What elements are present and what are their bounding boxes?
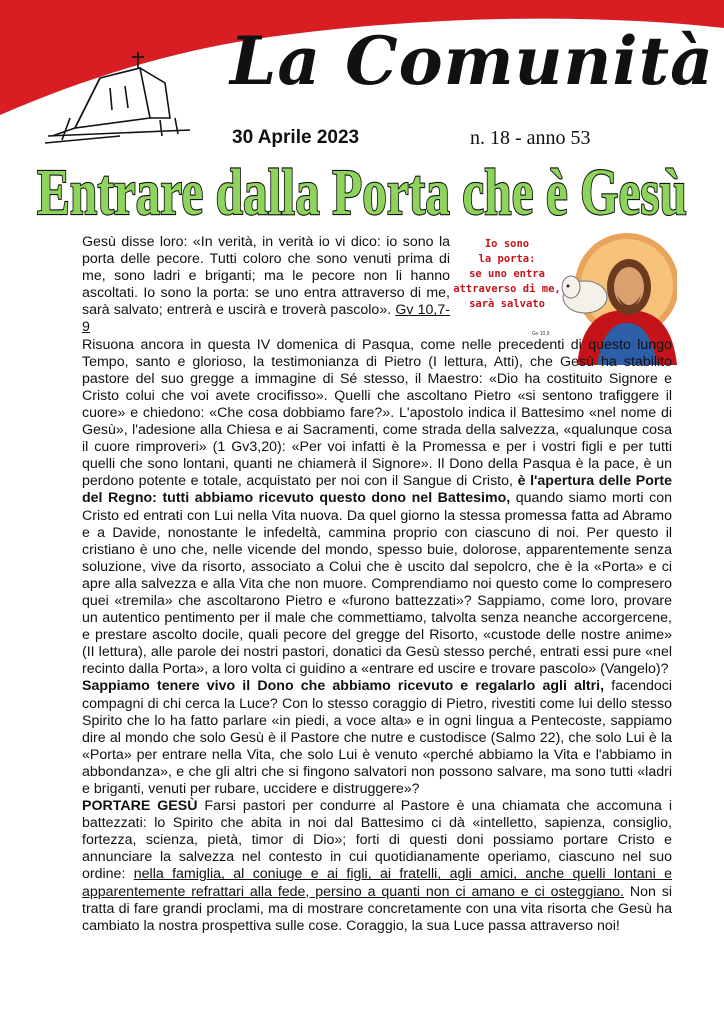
paragraph-3-text-a: Farsi pastori per condurre al Pastore è una chiamata che accomuna i battezzati: lo Spirito che abita in noi dal Battesimo ci dà «intelletto, sapienza, consiglio, fortezza, scienza, pietà, timor di Dio»; forti di questi doni possiamo portare Cristo e annunciare la salvezza nel contesto in cui quotidianamente operiamo, ciascuno nel suo ordine:	[82, 798, 672, 883]
paragraph-1-emphasis: è l'apertura delle Porte del Regno: tutti abbiamo ricevuto questo dono nel Battesimo,	[82, 473, 672, 507]
article-body	[82, 234, 672, 935]
paragraph-3-underlined: nella famiglia, al coniuge e ai figli, ai fratelli, agli amici, anche quelli lontani e apparentemente refrattari alla fede, persino a quanti non ci amano e ci osteggiano.	[82, 866, 672, 900]
paragraph-1-text-a: Risuona ancora in questa IV domenica di Pasqua, come nelle precedenti di questo lungo Tempo, santo e glorioso, la testimonianza di Pietro (I lettura, Atti), che Gesù ha stabilito pastore del suo gregge a immagine di Sé stesso, il Maestro: «Dio ha costituito Signore e Cristo colui che voi avete crocifisso». Quelli che ascoltano Pietro «si sentono trafiggere il cuore» e chiedono: «Che cosa dobbiamo fare?». L'apostolo indica il Battesimo «nel nome di Gesù», l'adesione alla Chiesa e ai Sacramenti, come strada della salvezza, «qualunque cosa il cuore rimproveri» (1 Gv3,20): «Per voi infatti è la Promessa e per i vostri figli e per tutti quelli che sono lontani, quanti ne chiamerà il Signore». Il Dono della Pasqua è la pace, è un perdono potente e totale, acquistato per noi con il Sangue di Cristo,	[82, 336, 672, 490]
paragraph-3	[82, 798, 672, 935]
issue-number: n. 18 - anno 53	[470, 127, 591, 149]
gospel-intro	[82, 234, 450, 337]
quote-line: se uno entra	[469, 268, 545, 280]
quote-line: Io sono	[484, 238, 530, 250]
issue-date: 30 Aprile 2023	[232, 127, 360, 148]
gospel-quote: Gesù disse loro: «In verità, in verità io vi dico: io sono la porta delle pecore. Tutti coloro che sono venuti prima di me, sono ladri e briganti; ma le pecore non li hanno ascoltati. Io sono la porta: se uno entra attraverso di me, sarà salvato; entrerà e uscirà e troverà pascolo».	[82, 234, 450, 319]
paragraph-2-emphasis: Sappiamo tenere vivo il Dono che abbiamo ricevuto e regalarlo agli altri,	[82, 678, 605, 695]
paragraph-2	[82, 678, 672, 798]
masthead-title: La Comunità	[230, 22, 714, 100]
quote-line: sarà salvato	[469, 298, 545, 310]
paragraph-3-text-b: Non si tratta di fare grandi proclami, ma di mostrare concretamente con una vita risorta che Gesù ha cambiato la nostra prospettiva sulle cose. Coraggio, la sua Luce passa attraverso noi!	[82, 883, 673, 934]
paragraph-2-text: facendoci compagni di chi cerca la Luce? Con lo stesso coraggio di Pietro, rivestiti come lui dello stesso Spirito che lo ha fatto parlare «in piedi, a voce alta» e in ogni lingua a Pentecoste, sappiamo dire al mondo che solo Gesù è il Pastore che nutre e custodisce (Salmo 22), che solo Lui è la «Porta» per entrare nella Vita, che solo Lui è venuto «perché abbiamo la Vita e l'abbiamo in abbondanza», e che gli altri che si fingono salvatori non possono salvare, ma sono tutti «ladri e briganti, venuti per rubare, uccidere e distruggere»?	[82, 678, 672, 797]
paragraph-1-text-b: quando siamo morti con Cristo ed entrati con Lui nella Vita nuova. Da quel giorno la stessa promessa fatta ad Abramo e a Davide, nonostante le infedeltà, cammina proprio con ciascuno di noi. Per questo il cristiano è uno che, nelle vicende del mondo, spesso buie, dolorose, apparentemente senza soluzione, vive da risorto, associato a Colui che è uscito dal sepolcro, che è la «Porta» e ci apre alla salvezza e alla Vita che non muore. Comprendiamo noi questo come lo compresero quei «tremila» che ascoltarono Pietro e «furono battezzati»? Sappiamo, come loro, provare un autentico pentimento per il male che commettiamo, talvolta senza neanche accorgercene, e prestare ascolto docile, quali pecore del gregge del Risorto, «custode delle nostre anime» (II lettura), alle parole dei nostri pastori, donatici da Gesù stesso perché, entrati essi pure «nel recinto dalla Porta», a loro volta ci guidino a «entrare ed uscire e trovare pascolo» (Vangelo)?	[82, 490, 672, 678]
church-logo-icon	[40, 48, 200, 148]
paragraph-3-heading: PORTARE GESÙ	[82, 798, 198, 815]
headline-text: Entrare dalla Porta che è Gesù	[37, 156, 687, 229]
figure-reference: Gv 10,9	[532, 331, 550, 337]
headline	[30, 152, 694, 232]
quote-line: attraverso di me,	[453, 283, 561, 295]
gospel-reference: Gv 10,7-9	[82, 302, 450, 336]
paragraph-1	[82, 337, 672, 679]
quote-line: la porta:	[478, 253, 536, 265]
